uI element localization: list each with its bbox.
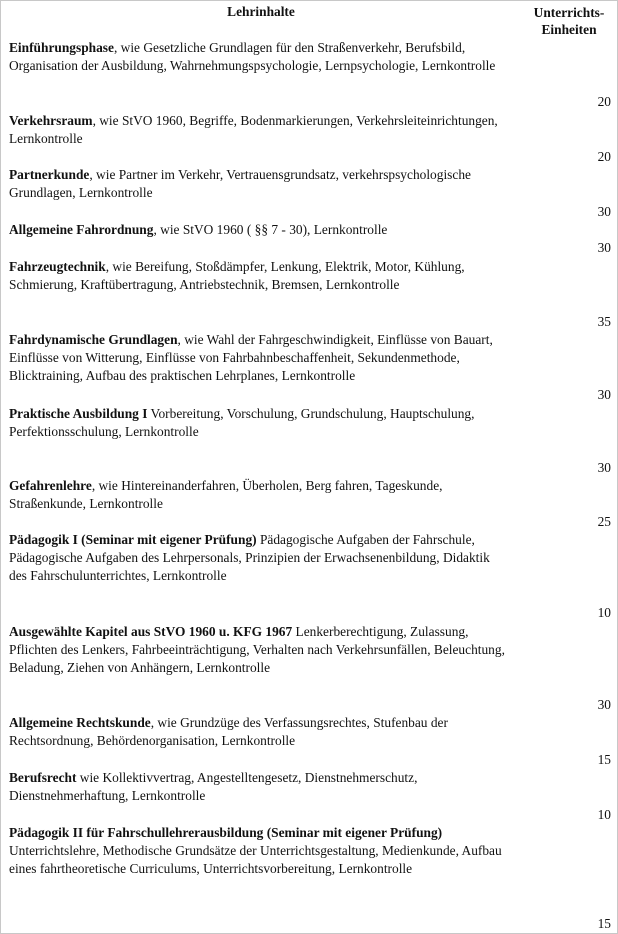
row-title: Berufsrecht bbox=[9, 770, 77, 785]
row-description bbox=[9, 824, 507, 879]
row-body: , wie Grundzüge des Verfassungsrechtes, Stufenbau der Rechtsordnung, Behördenorganisation, Lernkontrolle bbox=[9, 715, 448, 749]
row-units: 30 bbox=[597, 460, 611, 475]
row-body: , wie Gesetzliche Grundlagen für den Straßenverkehr, Berufsbild, Organisation der Ausbildung, Wahrnehmungspsychologie, Lernpsychologie, Lernkontrolle bbox=[9, 40, 496, 74]
row-units: 25 bbox=[597, 514, 611, 529]
row-units: 35 bbox=[597, 314, 611, 329]
row-description bbox=[9, 258, 507, 294]
row-title: Fahrdynamische Grundlagen bbox=[9, 332, 178, 347]
table-header bbox=[1, 1, 618, 37]
row-units: 15 bbox=[597, 752, 611, 767]
row-title: Gefahrenlehre bbox=[9, 478, 92, 493]
row-title: Praktische Ausbildung I bbox=[9, 406, 148, 421]
row-title: Pädagogik I (Seminar mit eigener Prüfung) bbox=[9, 532, 257, 547]
row-units: 30 bbox=[597, 387, 611, 402]
row-units: 10 bbox=[597, 807, 611, 822]
row-title: Partnerkunde bbox=[9, 167, 90, 182]
row-body: , wie StVO 1960, Begriffe, Bodenmarkierungen, Verkehrsleiteinrichtungen, Lernkontrolle bbox=[9, 113, 498, 147]
row-units: 30 bbox=[597, 240, 611, 255]
row-description bbox=[9, 623, 507, 678]
row-body: , wie Wahl der Fahrgeschwindigkeit, Einflüsse von Bauart, Einflüsse von Witterung, Einflüsse von Fahrbahnbeschaffenheit, Sekundenmethode, Blicktraining, Aufbau des praktischen Lehrplanes, Lernkontrolle bbox=[9, 332, 493, 384]
row-description bbox=[9, 39, 507, 75]
row-body: Lenkerberechtigung, Zulassung, Pflichten des Lenkers, Fahrbeeinträchtigung, Verhalten nach Verkehrsunfällen, Beleuchtung, Beladung, Ziehen von Anhängern, Lernkontrolle bbox=[9, 624, 505, 676]
row-body: Pädagogische Aufgaben der Fahrschule, Pädagogische Aufgaben des Lehrpersonals, Prinzipien der Erwachsenenbildung, Didaktik des Fahrschulunterrichtes, Lernkontrolle bbox=[9, 532, 490, 584]
row-title: Ausgewählte Kapitel aus StVO 1960 u. KFG 1967 bbox=[9, 624, 293, 639]
row-body: , wie Hintereinanderfahren, Überholen, Berg fahren, Tageskunde, Straßenkunde, Lernkontrolle bbox=[9, 478, 443, 512]
row-title: Allgemeine Rechtskunde bbox=[9, 715, 151, 730]
row-description bbox=[9, 112, 507, 148]
row-units: 30 bbox=[597, 697, 611, 712]
row-units: 15 bbox=[597, 916, 611, 931]
row-units: 20 bbox=[597, 94, 611, 109]
header-units bbox=[521, 4, 617, 38]
row-body: , wie Bereifung, Stoßdämpfer, Lenkung, Elektrik, Motor, Kühlung, Schmierung, Kraftübertragung, Antriebstechnik, Bremsen, Lernkontrolle bbox=[9, 259, 465, 293]
row-body: , wie Partner im Verkehr, Vertrauensgrundsatz, verkehrspsychologische Grundlagen, Lernkontrolle bbox=[9, 167, 471, 201]
row-body: Vorbereitung, Vorschulung, Grundschulung, Hauptschulung, Perfektionsschulung, Lernkontrolle bbox=[9, 406, 475, 440]
row-description bbox=[9, 166, 507, 202]
row-description bbox=[9, 769, 507, 805]
row-description bbox=[9, 221, 507, 239]
row-description bbox=[9, 405, 507, 441]
row-body: wie Kollektivvertrag, Angestelltengesetz, Dienstnehmerschutz, Dienstnehmerhaftung, Lernkontrolle bbox=[9, 770, 418, 804]
header-units-line2: Einheiten bbox=[541, 22, 597, 37]
row-units: 10 bbox=[597, 605, 611, 620]
row-description bbox=[9, 714, 507, 750]
row-description bbox=[9, 477, 507, 513]
row-description bbox=[9, 331, 507, 386]
row-units: 30 bbox=[597, 204, 611, 219]
row-title: Verkehrsraum bbox=[9, 113, 93, 128]
row-units: 20 bbox=[597, 149, 611, 164]
row-description bbox=[9, 531, 507, 586]
header-units-line1: Unterrichts- bbox=[533, 5, 605, 20]
row-title: Allgemeine Fahrordnung bbox=[9, 222, 154, 237]
row-title: Einführungsphase bbox=[9, 40, 114, 55]
row-body: Unterrichtslehre, Methodische Grundsätze der Unterrichtsgestaltung, Medienkunde, Aufbau eines fahrtheoretische Curriculums, Unterrichtsvorbereitung, Lernkontrolle bbox=[9, 843, 502, 877]
row-title: Pädagogik II für Fahrschullehrerausbildung (Seminar mit eigener Prüfung) bbox=[9, 825, 443, 840]
row-title: Fahrzeugtechnik bbox=[9, 259, 106, 274]
row-body: , wie StVO 1960 ( §§ 7 - 30), Lernkontrolle bbox=[153, 222, 388, 237]
header-content: Lehrinhalte bbox=[227, 4, 295, 19]
